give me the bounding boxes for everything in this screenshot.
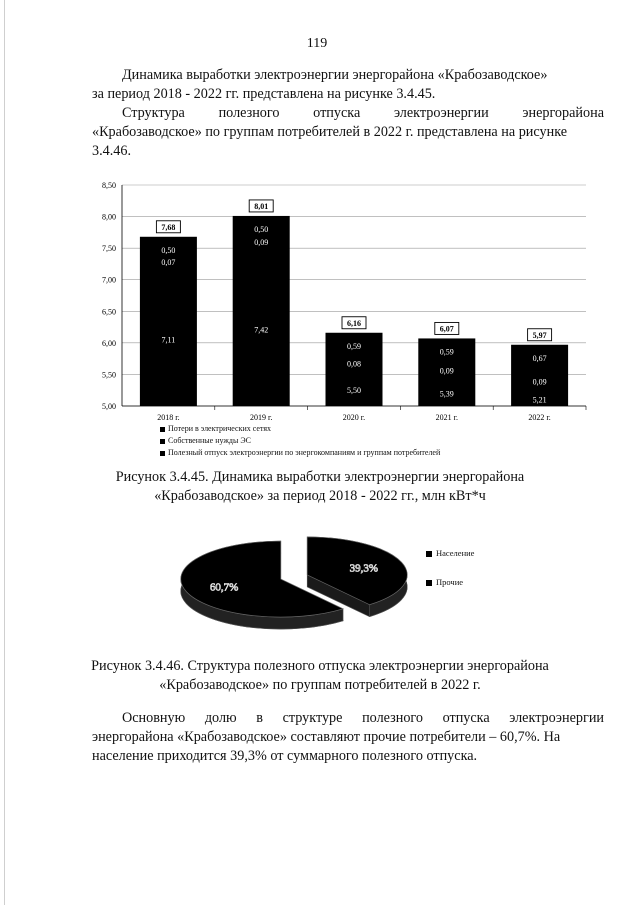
data-label-losses: 0,67 <box>532 353 547 363</box>
x-tick-label: 2022 г. <box>528 413 551 422</box>
y-tick-label: 6,00 <box>102 338 116 348</box>
y-tick-label: 6,50 <box>102 307 116 317</box>
conclusion-line: Основную долю в структуре полезного отпуска электроэнергии <box>122 710 604 726</box>
intro-line: за период 2018 - 2022 гг. представлена на рисунке 3.4.45. <box>92 86 436 102</box>
caption-line: Рисунок 3.4.45. Динамика выработки электроэнергии энергорайона <box>115 469 525 485</box>
data-label-losses: 0,59 <box>347 341 361 351</box>
x-tick-label: 2020 г. <box>342 413 366 422</box>
data-label-own-needs: 0,09 <box>532 377 547 387</box>
caption-line: «Крабозаводское» за период 2018 - 2022 гг., млн кВт*ч <box>154 488 486 504</box>
conclusion-line: энергорайона «Крабозаводское» составляют прочие потребители – 60,7%. На <box>92 729 561 745</box>
data-label-useful: 5,39 <box>439 389 454 399</box>
data-label-losses: 0,50 <box>254 224 269 234</box>
legend-swatch <box>426 551 432 557</box>
figure-caption-3-4-46 <box>60 657 580 695</box>
data-label-losses: 0,50 <box>161 245 176 255</box>
y-tick-label: 5,00 <box>102 402 116 411</box>
total-label: 7,68 <box>161 222 176 232</box>
y-tick-label: 7,50 <box>102 244 116 254</box>
legend-label: Полезный отпуск электроэнергии по энергокомпаниям и группам потребителей <box>168 448 441 457</box>
pie-slice-label: 60,7% <box>209 581 239 594</box>
total-label: 8,01 <box>254 201 269 211</box>
data-label-losses: 0,59 <box>439 347 454 357</box>
pie-legend-item-population <box>426 548 474 558</box>
legend-swatch <box>426 580 432 586</box>
legend-label: Прочие <box>436 577 464 587</box>
intro-line: Структура полезного отпуска электроэнергии энергорайона <box>122 105 604 121</box>
intro-line: 3.4.46. <box>92 143 132 159</box>
data-label-own-needs: 0,07 <box>161 257 176 267</box>
y-tick-label: 5,50 <box>102 370 116 380</box>
legend-label: Потери в электрических сетях <box>168 424 272 433</box>
data-label-own-needs: 0,09 <box>254 238 269 248</box>
total-label: 6,07 <box>439 324 454 334</box>
conclusion-line: население приходится 39,3% от суммарного полезного отпуска. <box>92 748 478 764</box>
data-label-useful: 5,50 <box>347 386 361 396</box>
y-tick-label: 8,00 <box>102 212 116 222</box>
legend-label: Население <box>436 548 475 558</box>
pie-slice-label: 39,3% <box>349 562 379 575</box>
intro-line: «Крабозаводское» по группам потребителей в 2022 г. представлена на рисунке <box>92 124 568 140</box>
data-label-own-needs: 0,08 <box>347 359 361 369</box>
x-tick-label: 2021 г. <box>435 413 458 422</box>
data-label-useful: 7,42 <box>254 325 269 335</box>
legend-label: Собственные нужды ЭС <box>168 436 251 445</box>
caption-line: «Крабозаводское» по группам потребителей в 2022 г. <box>159 677 481 693</box>
caption-line: Рисунок 3.4.46. Структура полезного отпуска электроэнергии энергорайона <box>91 658 549 674</box>
total-label: 5,97 <box>532 330 547 340</box>
x-tick-label: 2018 г. <box>157 413 180 422</box>
total-label: 6,16 <box>347 318 361 328</box>
data-label-own-needs: 0,09 <box>439 366 454 376</box>
pie-legend-item-other <box>426 577 463 587</box>
page-number: 119 <box>306 36 328 51</box>
x-tick-label: 2019 г. <box>250 413 273 422</box>
conclusion-paragraph <box>92 709 604 766</box>
data-label-useful: 7,11 <box>161 335 176 345</box>
data-label-useful: 5,21 <box>532 395 547 405</box>
y-tick-label: 8,50 <box>102 181 116 190</box>
y-tick-label: 7,00 <box>102 275 116 285</box>
intro-line: Динамика выработки электроэнергии энергорайона «Крабозаводское» <box>122 67 548 83</box>
